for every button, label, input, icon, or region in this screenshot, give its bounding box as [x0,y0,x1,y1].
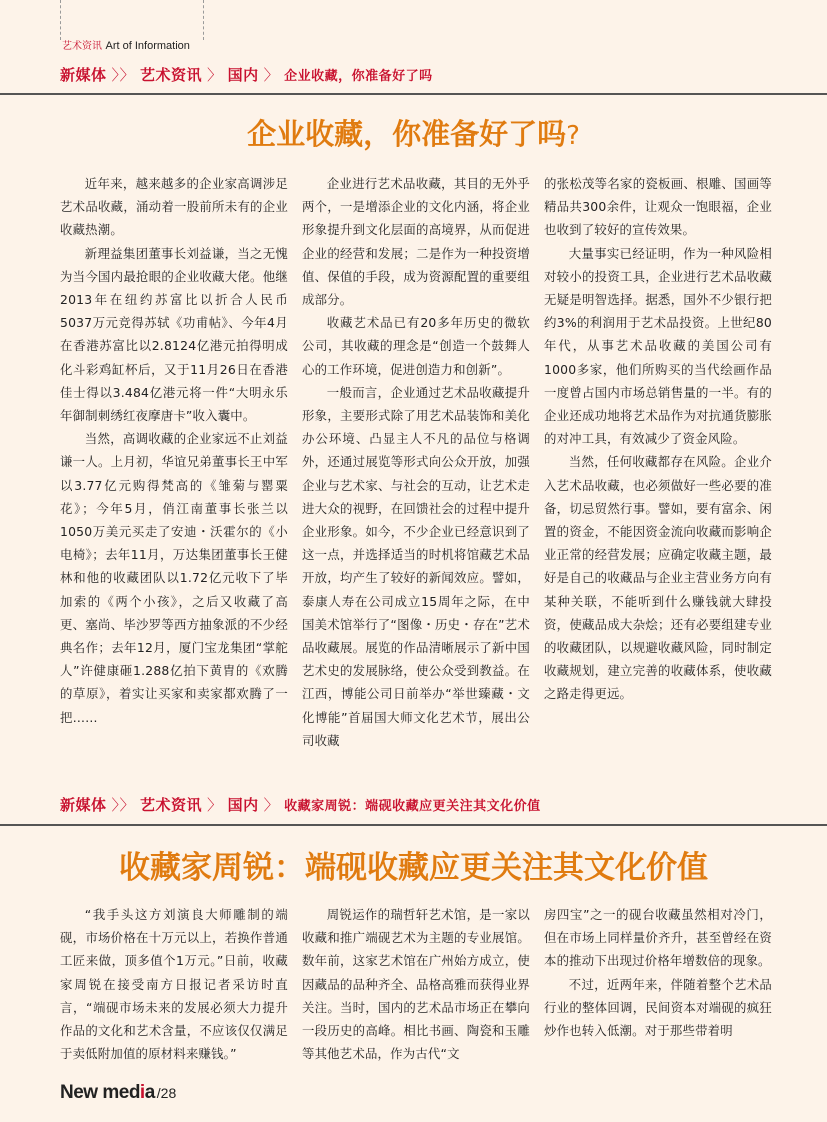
paragraph: 近年来，越来越多的企业家高调涉足艺术品收藏，涌动着一股前所未有的企业收藏热潮。 [60,176,288,238]
breadcrumb-art-info[interactable]: 艺术资讯 [140,796,203,814]
paragraph: 当然，高调收藏的企业家远不止刘益谦一人。上月初，华谊兄弟董事长王中军以3.77亿元购得梵高的《雏菊与罂粟花》；今年5月，俏江南董事长张兰以1050万美元买走了安迪・沃霍尔的《小电椅》；去年11月，万达集团董事长王健林和他的收藏团队以1.72亿元收下了毕加索的《两个小孩》，之后又收藏了高更、塞尚、毕沙罗等西方抽象派的不少经典名作；去年12月，厦门宝龙集团“掌舵人”许健康砸1.288亿拍下黄胄的《欢腾的草原》，着实让买家和卖家都欢腾了一把…… [60,431,288,725]
article-column-1 [60,172,288,729]
breadcrumb [60,64,433,85]
divider-rule [0,824,827,826]
breadcrumb [60,794,541,815]
paragraph: 新理益集团董事长刘益谦，当之无愧为当今国内最抢眼的企业收藏大佬。他继2013年在纽约苏富比以折合人民币5037万元竞得苏轼《功甫帖》、今年4月在香港苏富比以2.8124亿港元拍得明成化斗彩鸡缸杯后，又于11月26日在香港佳士得以3.484亿港元将一件“大明永乐年御制刺绣红夜摩唐卡”收入囊中。 [60,245,288,424]
paragraph: 当然，任何收藏都存在风险。企业介入艺术品收藏，也必须做好一些必要的准备，切忌贸然行事。譬如，要有富余、闲置的资金，不能因资金流向收藏而影响企业正常的经营发展；应确定收藏主题，最好是自己的收藏品与企业主营业务方向有某种关联，不能听到什么赚钱就大肆投资，使藏品成大杂烩；还有必要组建专业的收藏团队，以规避收藏风险，同时制定收藏规划，建立完善的收藏体系，使收藏之路走得更远。 [544,454,772,702]
magazine-logo [60,1082,155,1103]
breadcrumb-root[interactable]: 新媒体 [60,796,107,814]
article-title-text: 企业收藏，你准备好了吗 [247,117,567,151]
breadcrumb-sep: 〉 [263,796,280,814]
breadcrumb-sep: 〉〉 [111,796,136,814]
header-dash-left [60,0,61,40]
breadcrumb-current: 企业收藏，你准备好了吗 [284,69,433,84]
section-tag-cn: 艺术资讯 [62,41,102,52]
paragraph: 大量事实已经证明，作为一种风险相对较小的投资工具，企业进行艺术品收藏无疑是明智选择。据悉，国外不少银行把约3%的利润用于艺术品投资。上世纪80年代，从事艺术品收藏的美国公司有1000多家，他们所购买的当代绘画作品一度曾占国内市场总销售量的一半。有的企业还成功地将艺术品作为对抗通货膨胀的对冲工具，有效减少了资金风险。 [544,245,772,447]
breadcrumb-domestic[interactable]: 国内 [227,796,259,814]
paragraph: 周锐运作的瑞哲轩艺术馆，是一家以收藏和推广端砚艺术为主题的专业展馆。数年前，这家艺术馆在广州始方成立，使因藏品的品种齐全、品格高雅而获得业界关注。当时，国内的艺术品市场正在攀向一段历史的高峰。相比书画、陶瓷和玉雕等其他艺术品，作为古代“文 [302,907,530,1062]
section-tag-en: Art of Information [105,40,190,52]
header-dash-right [203,0,204,40]
breadcrumb-sep: 〉 [207,66,223,84]
article-column-2 [302,172,530,752]
paragraph: 不过，近两年来，伴随着整个艺术品行业的整体回调，民间资本对端砚的疯狂炒作也转入低潮。对于那些带着明 [544,976,772,1039]
breadcrumb-art-info[interactable]: 艺术资讯 [140,66,203,84]
breadcrumb-sep: 〉 [263,66,280,84]
breadcrumb-domestic[interactable]: 国内 [227,66,259,84]
section-tag [62,37,190,52]
paragraph: 企业进行艺术品收藏，其目的无外乎两个，一是增添企业的文化内涵，将企业形象提升到文化层面的高境界，从而促进企业的经营和发展；二是作为一种投资增值、保值的手段，成为资源配置的重要组成部分。 [302,176,530,308]
page-number: /28 [156,1085,177,1101]
logo-accent: i [139,1082,145,1103]
article-column-1 [60,903,288,1065]
article-title [0,112,827,153]
page-footer [60,1082,176,1104]
logo-part: d [128,1082,140,1103]
article-title-text: 收藏家周锐：端砚收藏应更关注其文化价值 [119,850,708,886]
article-column-3 [544,903,772,1042]
article-column-2 [302,903,530,1065]
paragraph: 的张松茂等名家的瓷板画、根雕、国画等精品共300余件，让观众一饱眼福，企业也收到了较好的宣传效果。 [544,176,772,238]
breadcrumb-sep: 〉 [207,796,223,814]
paragraph: 房四宝”之一的砚台收藏虽然相对冷门，但在市场上同样量价齐升，甚至曾经在资本的推动下出现过价格年增数倍的现象。 [544,907,772,969]
paragraph: 收藏艺术品已有20多年历史的微软公司，其收藏的理念是“创造一个鼓舞人心的工作环境，促进创造力和创新”。 [302,315,530,377]
article-title [0,842,827,887]
article-column-3 [544,172,772,706]
article-title-mark: ? [566,121,580,151]
breadcrumb-current: 收藏家周锐：端砚收藏应更关注其文化价值 [284,799,541,814]
breadcrumb-sep: 〉〉 [111,66,136,84]
paragraph: “我手头这方刘演良大师雕制的端砚，市场价格在十万元以上，若换作普通工匠来做，顶多值个1万元。”日前，收藏家周锐在接受南方日报记者采访时直言，“端砚市场未来的发展必须大力提升作品的文化和艺术含量，不应该仅仅满足于卖低附加值的原材料来赚钱。” [60,907,288,1062]
logo-part: a [144,1082,155,1103]
logo-part: New me [60,1082,129,1103]
divider-rule [0,93,827,95]
breadcrumb-root[interactable]: 新媒体 [60,66,107,84]
paragraph: 一般而言，企业通过艺术品收藏提升形象，主要形式除了用艺术品装饰和美化办公环境、凸显主人不凡的品位与格调外，还通过展览等形式向公众开放，加强企业与艺术家、与社会的互动，让艺术走进大众的视野，在回馈社会的过程中提升企业形象。如今，不少企业已经意识到了这一点，并选择适当的时机将馆藏艺术品开放，均产生了较好的新闻效应。譬如，泰康人寿在公司成立15周年之际，在中国美术馆举行了“图像・历史・存在”艺术品收藏展。展览的作品清晰展示了新中国艺术史的发展脉络，使公众受到教益。在江西，博能公司日前举办“举世臻藏・文化博能”首届国大师文化艺术节，展出公司收藏 [302,384,530,748]
